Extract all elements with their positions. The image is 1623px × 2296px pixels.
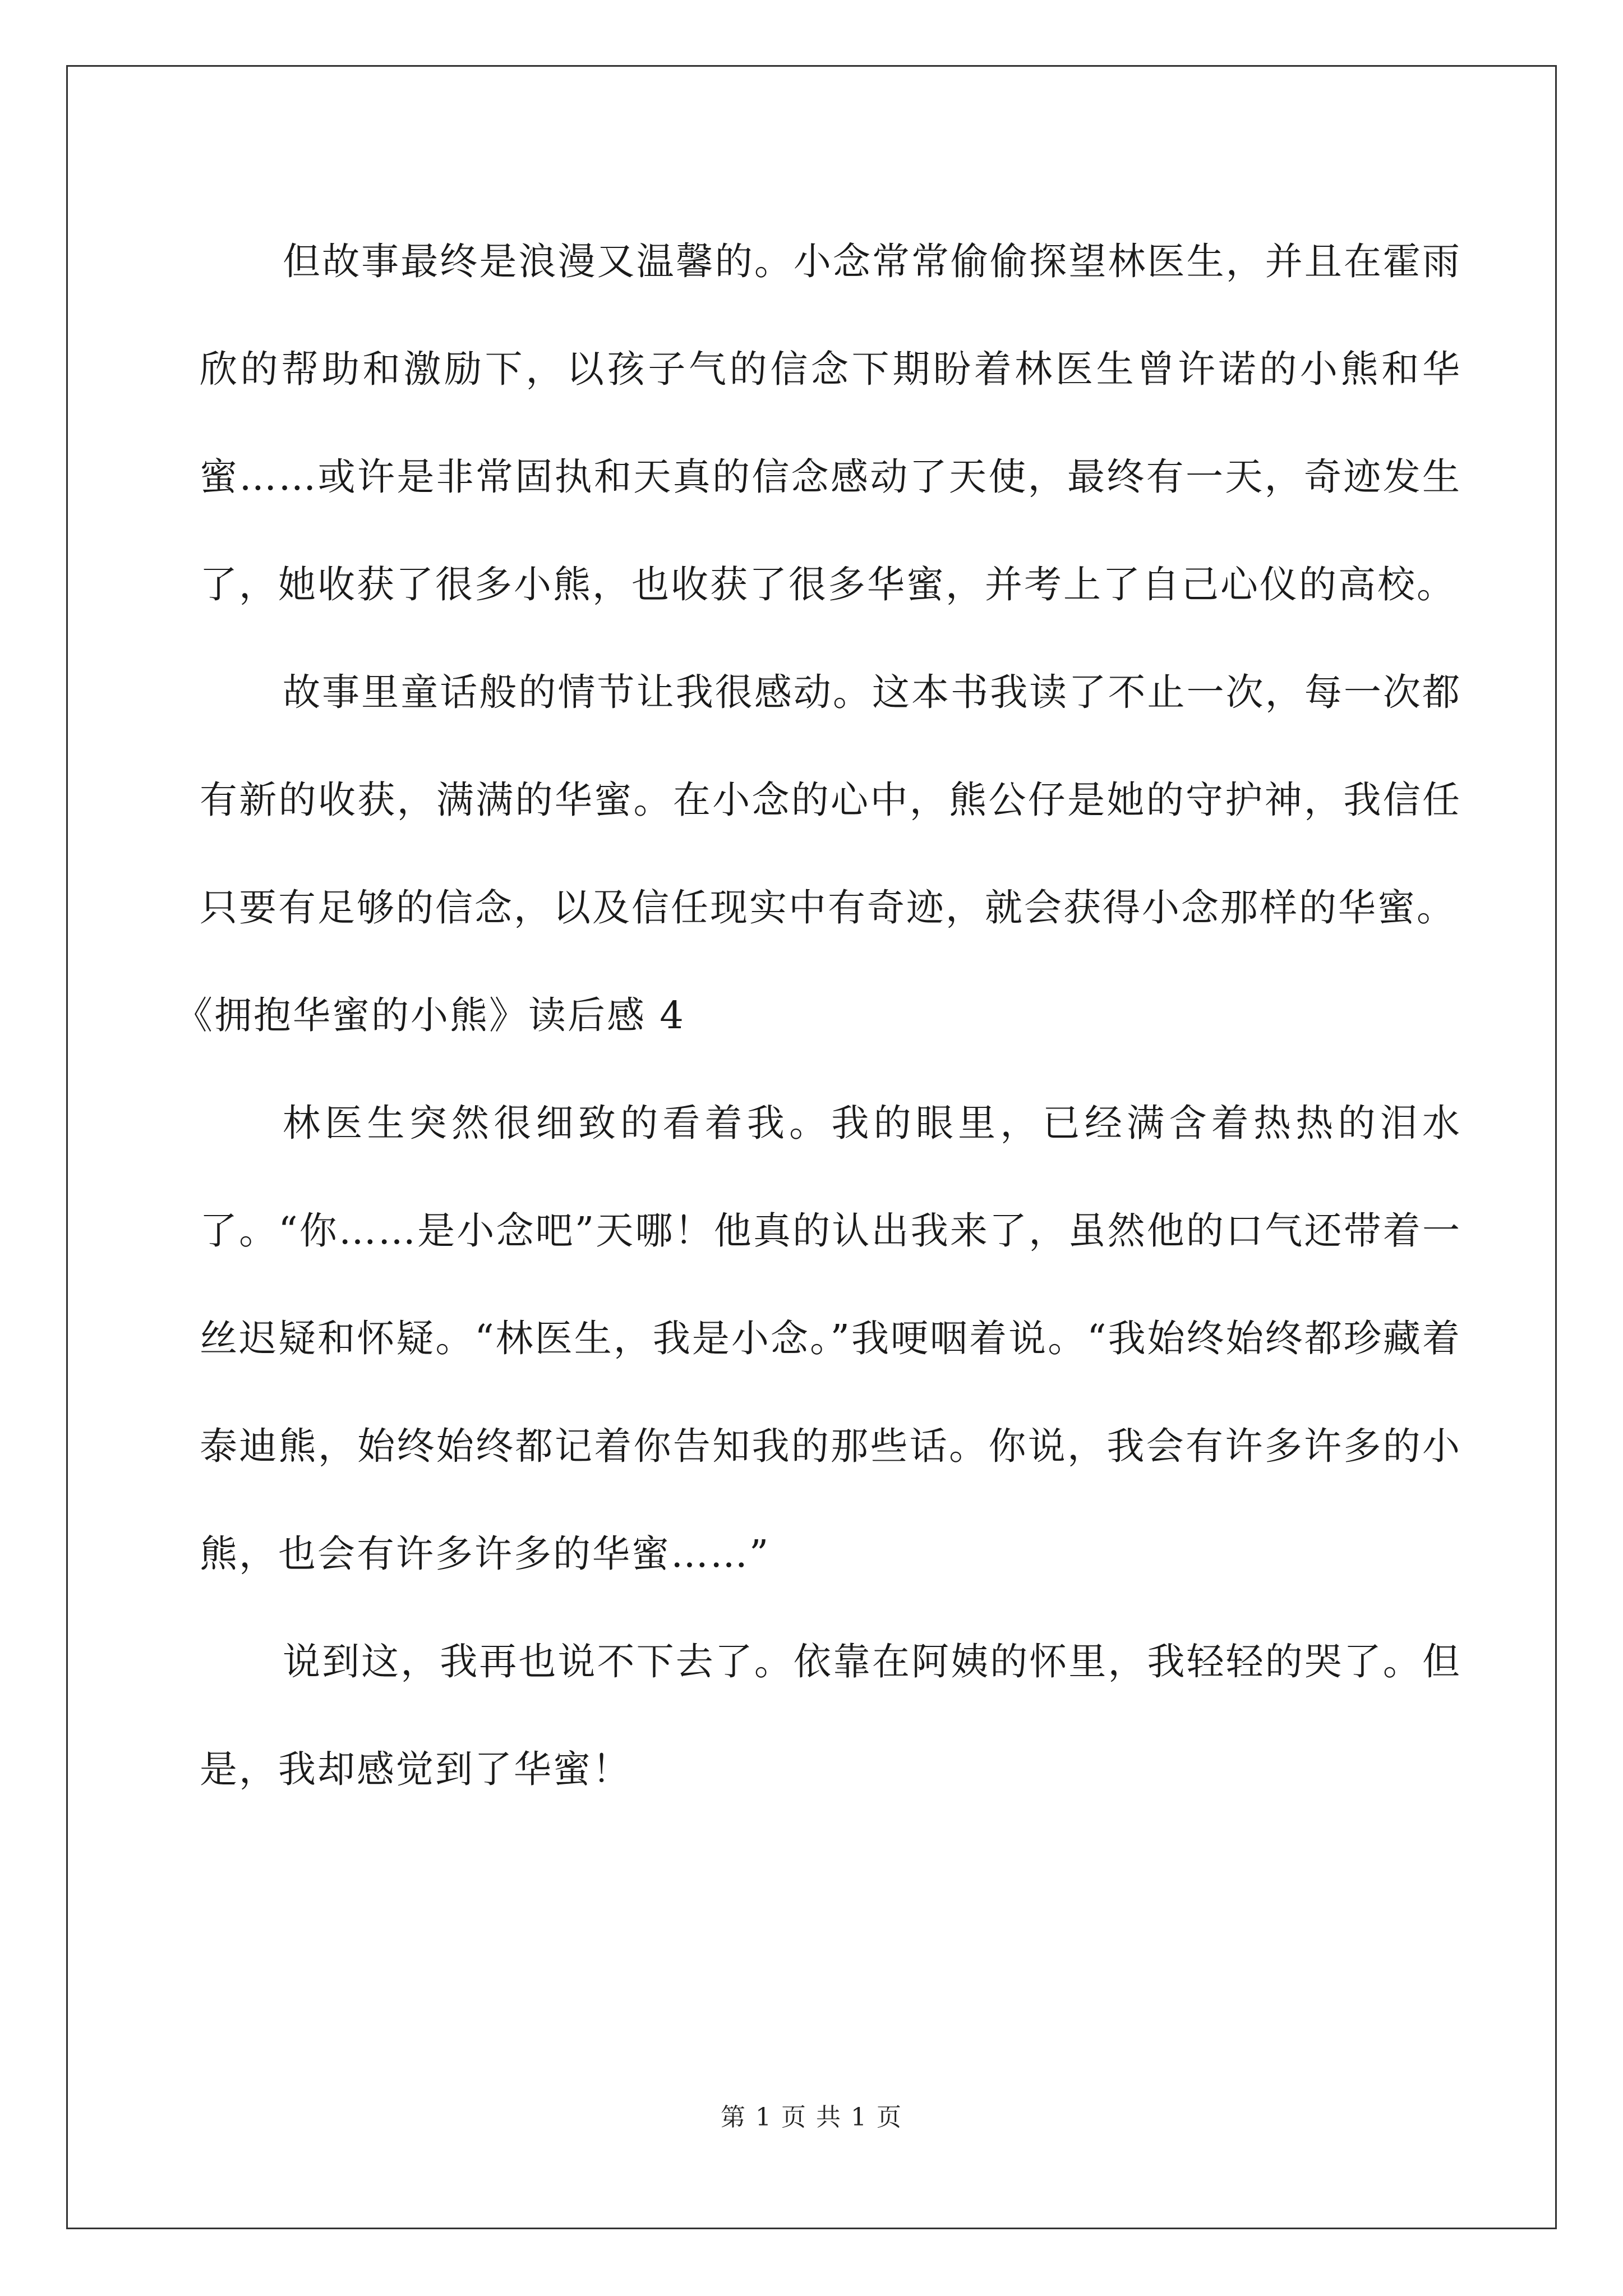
document-body <box>175 208 1461 1823</box>
paragraph-2: 故事里童话般的情节让我很感动。这本书我读了不止一次，每一次都有新的收获，满满的华蜜。在小念的心中，熊公仔是她的守护神，我信任只要有足够的信念，以及信任现实中有奇迹，就会获得小念那样的华蜜。 <box>200 670 1461 930</box>
page-footer: 第 1 页 共 1 页 <box>721 2103 902 2132</box>
paragraph-3: 林医生突然很细致的看着我。我的眼里，已经满含着热热的泪水了。“你……是小念吧”天哪！他真的认出我来了，虽然他的口气还带着一丝迟疑和怀疑。“林医生，我是小念。”我哽咽着说。“我始终始终都珍藏着泰迪熊，始终始终都记着你告知我的那些话。你说，我会有许多许多的小熊，也会有许多许多的华蜜……” <box>200 1101 1461 1576</box>
paragraph-4: 说到这，我再也说不下去了。依靠在阿姨的怀里，我轻轻的哭了。但是，我却感觉到了华蜜！ <box>200 1640 1461 1791</box>
section-heading: 《拥抱华蜜的小熊》读后感 4 <box>175 993 685 1037</box>
paragraph-1: 但故事最终是浪漫又温馨的。小念常常偷偷探望林医生，并且在霍雨欣的帮助和激励下，以孩子气的信念下期盼着林医生曾许诺的小熊和华蜜……或许是非常固执和天真的信念感动了天使，最终有一天，奇迹发生了，她收获了很多小熊，也收获了很多华蜜，并考上了自己心仪的高校。 <box>200 240 1461 606</box>
